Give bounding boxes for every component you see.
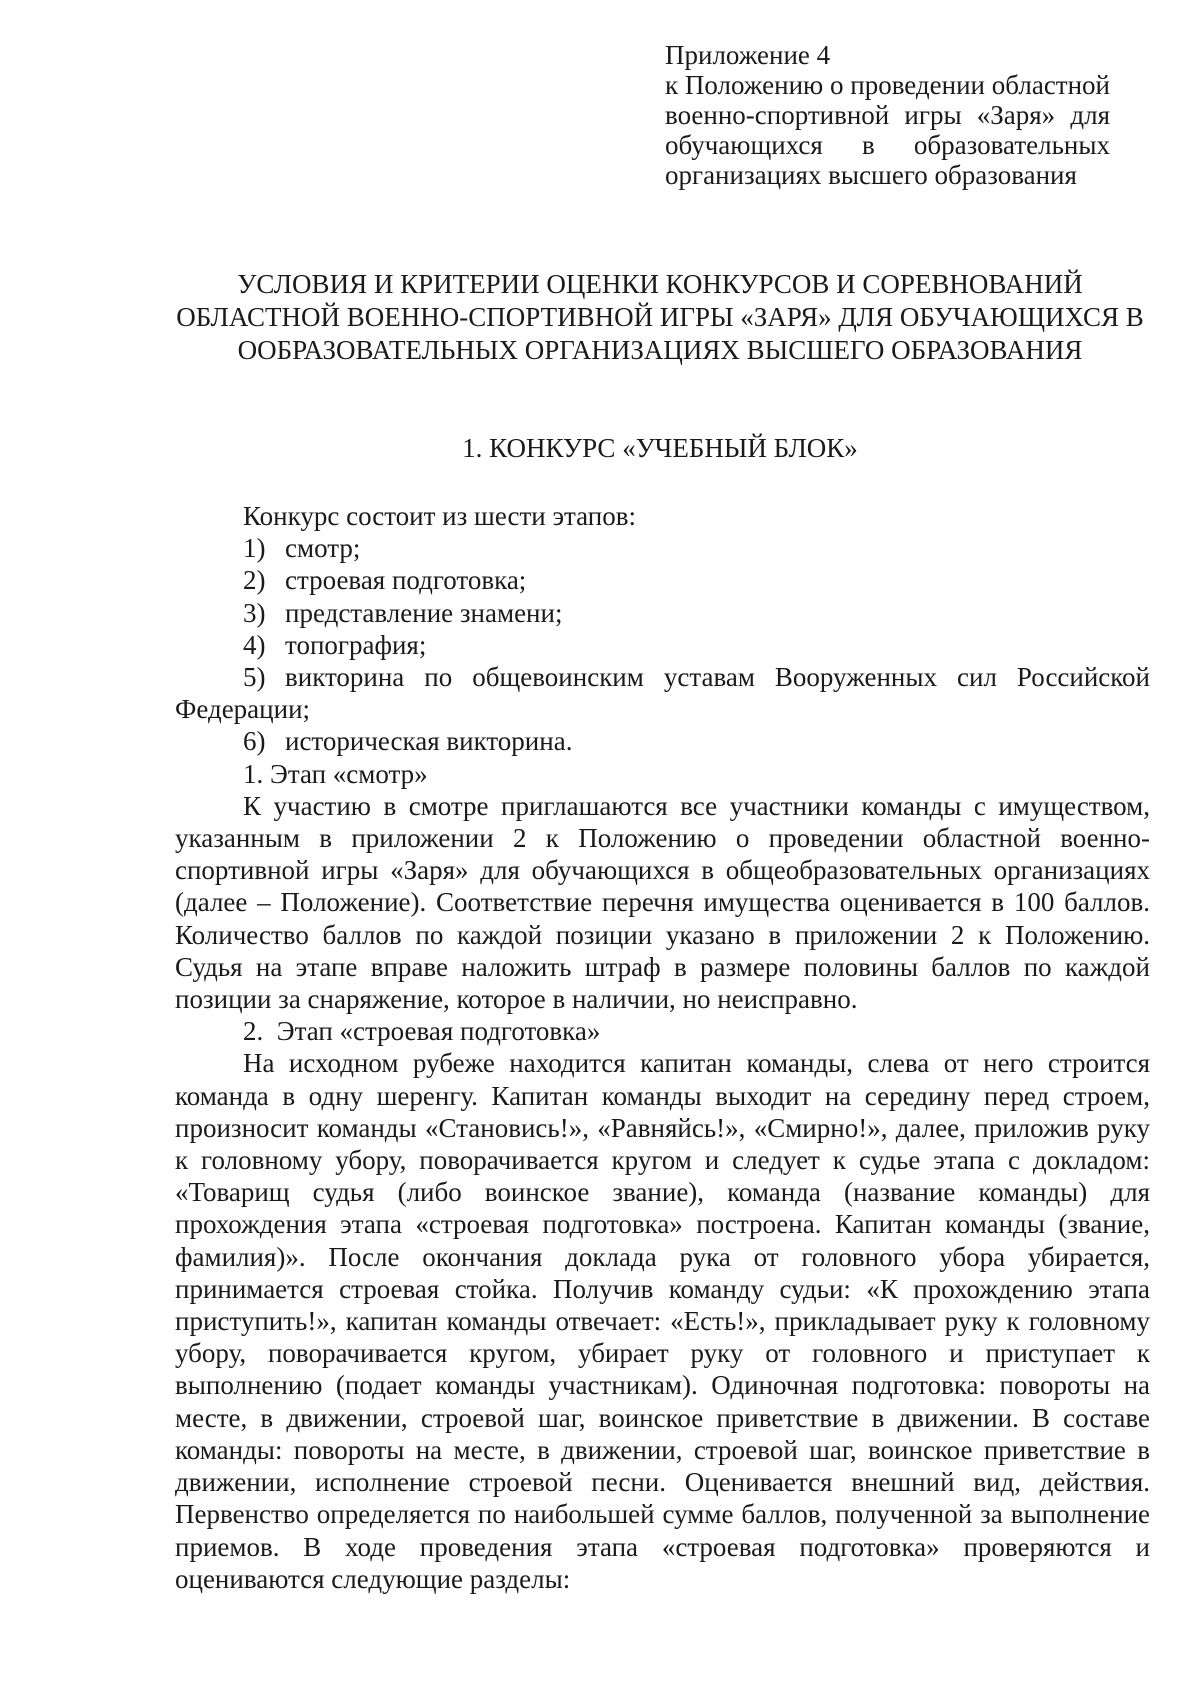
document-title: УСЛОВИЯ И КРИТЕРИИ ОЦЕНКИ КОНКУРСОВ И СОРЕВНОВАНИЙ ОБЛАСТНОЙ ВОЕННО-СПОРТИВНОЙ ИГРЫ «ЗАРЯ» ДЛЯ ОБУЧАЮЩИХСЯ В ООБРАЗОВАТЕЛЬНЫХ ОРГАНИЗАЦИЯХ ВЫСШЕГО ОБРАЗОВАНИЯ: [176, 269, 1144, 365]
document-body: [175, 500, 1150, 1595]
stage2-paragraph: На исходном рубеже находится капитан команды, слева от него строится команда в одну шеренгу. Капитан команды выходит на середину перед строем, произносит команды «Становись!», «Равняйсь!», «Смирно!», далее, приложив руку к головному убору, поворачивается кругом и следует к судье этапа с докладом: «Товарищ судья (либо воинское звание), команда (название команды) для прохождения этапа «строевая подготовка» построена. Капитан команды (звание, фамилия)». После окончания доклада рука от головного убора убирается, принимается строевая стойка. Получив команду судьи: «К прохождению этапа приступить!», капитан команды отвечает: «Есть!», прикладывает руку к головному убору, поворачивается кругом, убирает руку от головного и приступает к выполнению (подает команды участникам). Одиночная подготовка: повороты на месте, в движении, строевой шаг, воинское приветствие в движении. В составе команды: повороты на месте, в движении, строевой шаг, воинское приветствие в движении, исполнение строевой песни. Оценивается внешний вид, действия. Первенство определяется по наибольшей сумме баллов, полученной за выполнение приемов. В ходе проведения этапа «строевая подготовка» проверяются и оцениваются следующие разделы:: [175, 1048, 1150, 1594]
list-text: топография;: [285, 629, 427, 660]
stage-list-item: [175, 661, 1150, 725]
list-text: строевая подготовка;: [285, 565, 527, 596]
list-text: смотр;: [285, 533, 361, 564]
list-text: викторина по общевоинским уставам Вооруженных сил Российской Федерации;: [175, 662, 1150, 725]
stage1-paragraph: К участию в смотре приглашаются все участники команды с имуществом, указанным в приложении 2 к Положению о проведении областной военно-спортивной игры «Заря» для обучающихся в общеобразовательных организациях (далее – Положение). Соответствие перечня имущества оценивается в 100 баллов. Количество баллов по каждой позиции указано в приложении 2 к Положению. Судья на этапе вправе наложить штраф в размере половины баллов по каждой позиции за снаряжение, которое в наличии, но неисправно.: [175, 790, 1150, 1015]
intro-paragraph: Конкурс состоит из шести этапов:: [243, 501, 637, 531]
stage-list-item: [175, 564, 1150, 596]
appendix-title: Приложение 4: [665, 40, 831, 70]
stage-list-item: [175, 532, 1150, 564]
stage1-heading: 1. Этап «смотр»: [243, 758, 428, 789]
list-number: 5): [243, 662, 266, 693]
list-number: 1): [243, 533, 266, 564]
stage2-heading: 2. Этап «строевая подготовка»: [243, 1016, 601, 1047]
list-number: 6): [243, 726, 266, 757]
stage-list-item: [175, 629, 1150, 661]
list-number: 4): [243, 629, 266, 660]
stage-list-item: [175, 597, 1150, 629]
section-heading: 1. КОНКУРС «УЧЕБНЫЙ БЛОК»: [462, 433, 858, 463]
appendix-reference: к Положению о проведении областной военно-спортивной игры «Заря» для обучающихся в образовательных организациях высшего образования: [665, 70, 1110, 190]
list-number: 2): [243, 565, 266, 596]
list-number: 3): [243, 597, 266, 628]
list-text: историческая викторина.: [285, 726, 573, 757]
appendix-header: [665, 40, 1110, 190]
stage-list-item: [175, 725, 1150, 757]
list-text: представление знамени;: [285, 597, 563, 628]
